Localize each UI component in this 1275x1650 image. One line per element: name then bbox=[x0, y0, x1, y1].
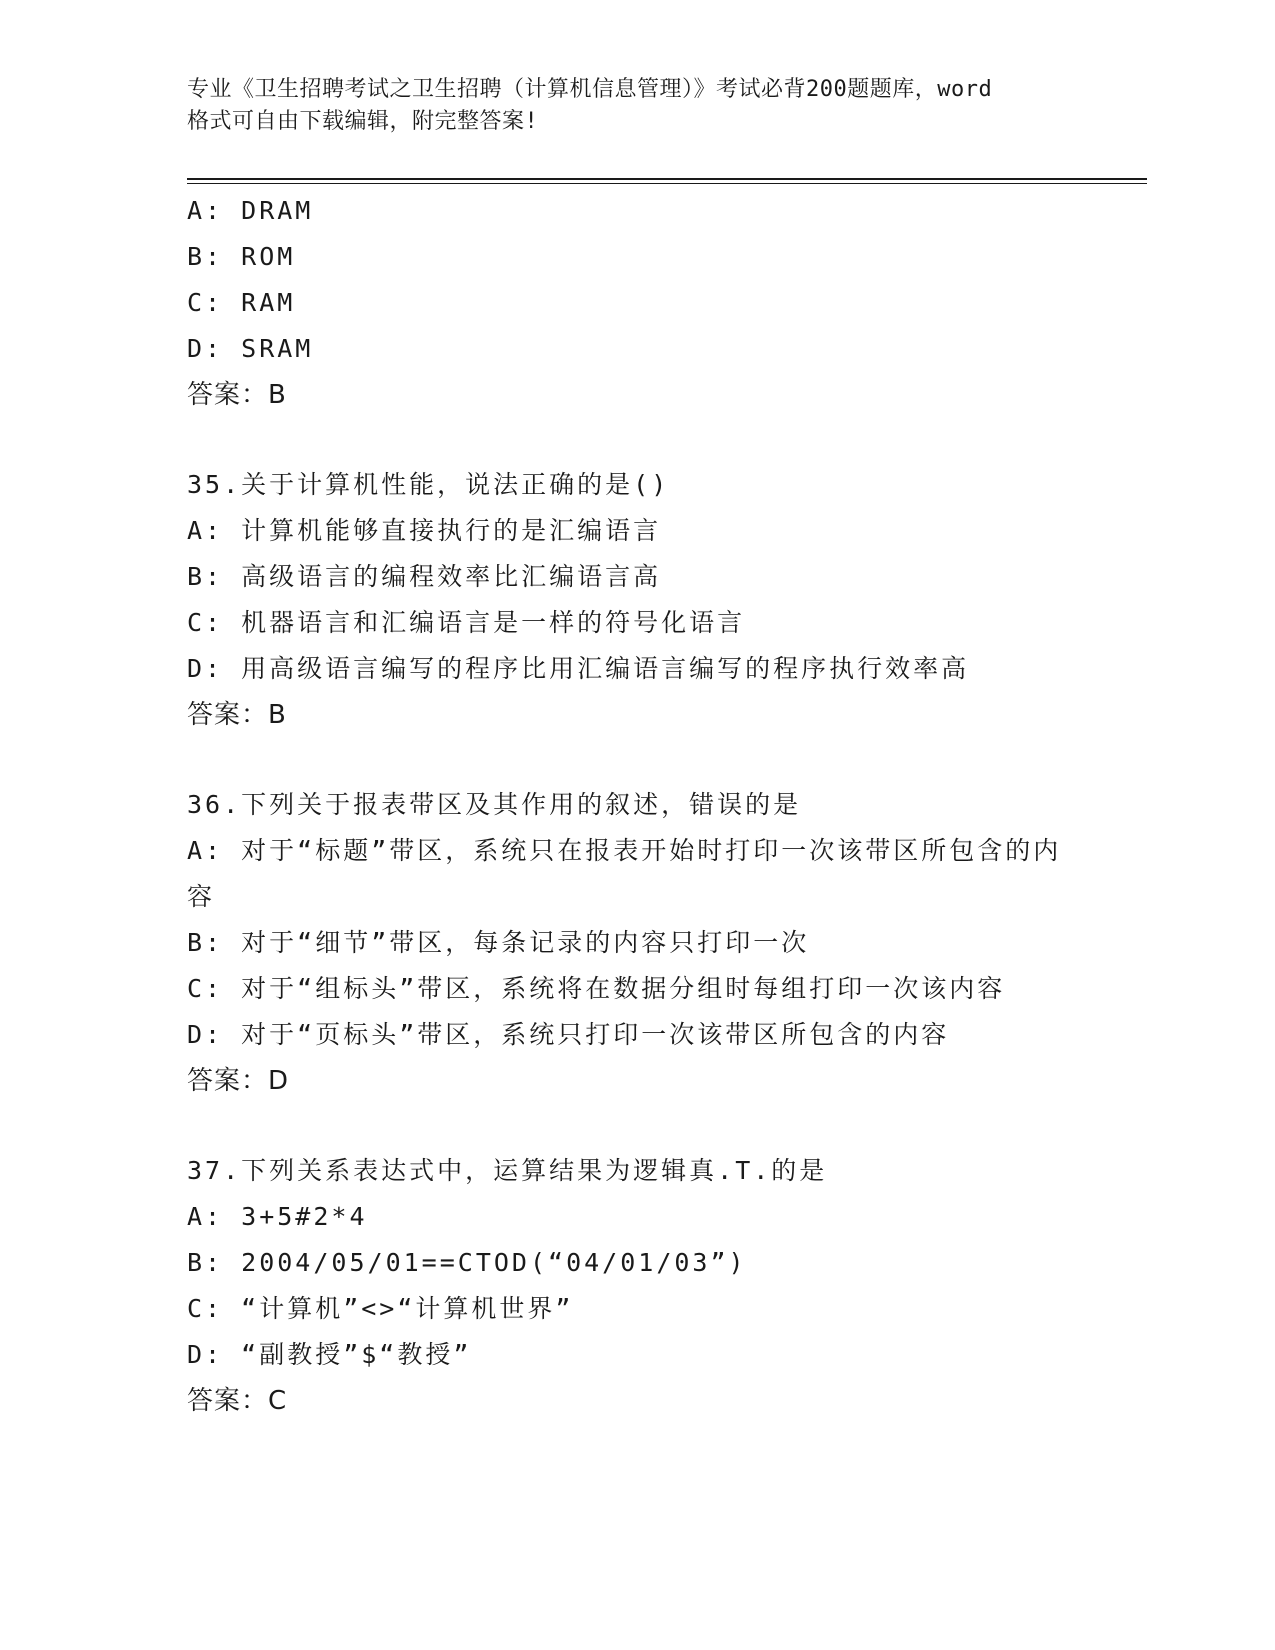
answer: 答案：C bbox=[187, 1386, 288, 1416]
header-rule-thin bbox=[187, 183, 1147, 184]
answer: 答案：B bbox=[187, 380, 287, 410]
option-a: A: 计算机能够直接执行的是汇编语言 bbox=[187, 516, 662, 545]
header-line-2: 格式可自由下载编辑，附完整答案! bbox=[187, 109, 539, 134]
option-d: D: 对于“页标头”带区，系统只打印一次该带区所包含的内容 bbox=[187, 1020, 950, 1049]
header-line-1: 专业《卫生招聘考试之卫生招聘（计算机信息管理）》考试必背200题题库，word bbox=[187, 77, 993, 102]
question-36 bbox=[187, 782, 1087, 1104]
option-a: A: 对于“标题”带区，系统只在报表开始时打印一次该带区所包含的内容 bbox=[187, 836, 1062, 911]
option-d: D: 用高级语言编写的程序比用汇编语言编写的程序执行效率高 bbox=[187, 654, 970, 683]
option-a: A: DRAM bbox=[187, 196, 314, 225]
option-a: A: 3+5#2*4 bbox=[187, 1202, 368, 1231]
question-34 bbox=[187, 188, 1087, 418]
question-text: 36.下列关于报表带区及其作用的叙述，错误的是 bbox=[187, 790, 802, 819]
option-b: B: 2004/05/01==CTOD(“04/01/03”) bbox=[187, 1248, 747, 1277]
document-header bbox=[187, 74, 1087, 138]
option-c: C: 机器语言和汇编语言是一样的符号化语言 bbox=[187, 608, 746, 637]
option-b: B: ROM bbox=[187, 242, 296, 271]
option-c: C: RAM bbox=[187, 288, 296, 317]
option-c: C: 对于“组标头”带区，系统将在数据分组时每组打印一次该内容 bbox=[187, 974, 1006, 1003]
option-d: D: SRAM bbox=[187, 334, 314, 363]
option-c: C: “计算机”<>“计算机世界” bbox=[187, 1294, 574, 1323]
question-37 bbox=[187, 1148, 1087, 1424]
spacer bbox=[187, 1104, 1087, 1148]
option-d: D: “副教授”$“教授” bbox=[187, 1340, 472, 1369]
header-rule-thick bbox=[187, 178, 1147, 180]
question-text: 37.下列关系表达式中，运算结果为逻辑真.T.的是 bbox=[187, 1156, 828, 1185]
spacer bbox=[187, 418, 1087, 462]
answer: 答案：B bbox=[187, 700, 287, 730]
option-b: B: 高级语言的编程效率比汇编语言高 bbox=[187, 562, 662, 591]
question-35 bbox=[187, 462, 1087, 738]
option-b: B: 对于“细节”带区，每条记录的内容只打印一次 bbox=[187, 928, 810, 957]
spacer bbox=[187, 738, 1087, 782]
answer: 答案：D bbox=[187, 1066, 290, 1096]
question-text: 35.关于计算机性能，说法正确的是() bbox=[187, 470, 670, 499]
question-list bbox=[187, 188, 1087, 1424]
